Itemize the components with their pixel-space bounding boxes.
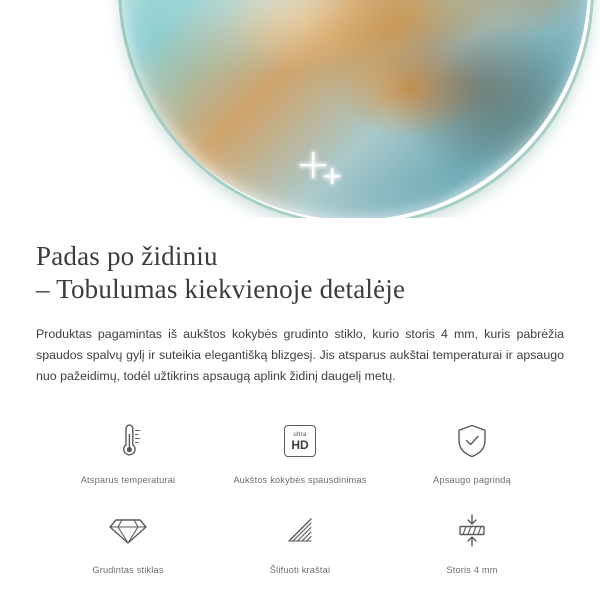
feature-item-surface-protection bbox=[386, 415, 558, 485]
polished-edges-icon bbox=[272, 505, 328, 557]
content-section bbox=[0, 218, 600, 575]
headline-line-1: Padas po židiniu bbox=[36, 241, 218, 271]
headline-line-2: – Tobulumas kiekvienoje detalėje bbox=[36, 274, 406, 304]
ultra-hd-icon bbox=[272, 415, 328, 467]
page-title bbox=[36, 218, 564, 306]
feature-item-polished-edges bbox=[214, 505, 386, 575]
hero-image bbox=[0, 0, 600, 218]
thickness-icon bbox=[444, 505, 500, 557]
feature-item-print-quality bbox=[214, 415, 386, 485]
feature-item-temperature-resistant bbox=[42, 415, 214, 485]
thermometer-icon bbox=[100, 415, 156, 467]
feature-item-tempered-glass bbox=[42, 505, 214, 575]
feature-label: Apsaugo pagrindą bbox=[433, 475, 511, 485]
feature-label: Aukštos kokybės spausdinimas bbox=[233, 475, 367, 485]
diamond-icon bbox=[100, 505, 156, 557]
ultra-hd-icon-lower-text: HD bbox=[291, 437, 309, 452]
description-paragraph: Produktas pagamintas iš aukštos kokybės grudinto stiklo, kurio storis 4 mm, kuris pabrėžia spaudos spalvų gylį ir suteikia elegantišką blizgesį. Jis atsparus aukštai temperaturai ir apsaugo nuo pažeidimų, todėl užtikrins apsaugą aplink židinį daugelį metų. bbox=[36, 327, 564, 383]
ultra-hd-icon-upper-text: ultra bbox=[293, 431, 307, 438]
feature-label: Atsparus temperaturai bbox=[80, 475, 176, 485]
feature-grid bbox=[36, 415, 564, 575]
feature-label: Storis 4 mm bbox=[446, 565, 498, 575]
feature-label: Šlifuoti kraštai bbox=[269, 565, 331, 575]
shield-check-icon bbox=[444, 415, 500, 467]
marble-glass-disc-image bbox=[118, 0, 588, 218]
feature-item-thickness bbox=[386, 505, 558, 575]
feature-label: Grudintas stiklas bbox=[92, 565, 164, 575]
